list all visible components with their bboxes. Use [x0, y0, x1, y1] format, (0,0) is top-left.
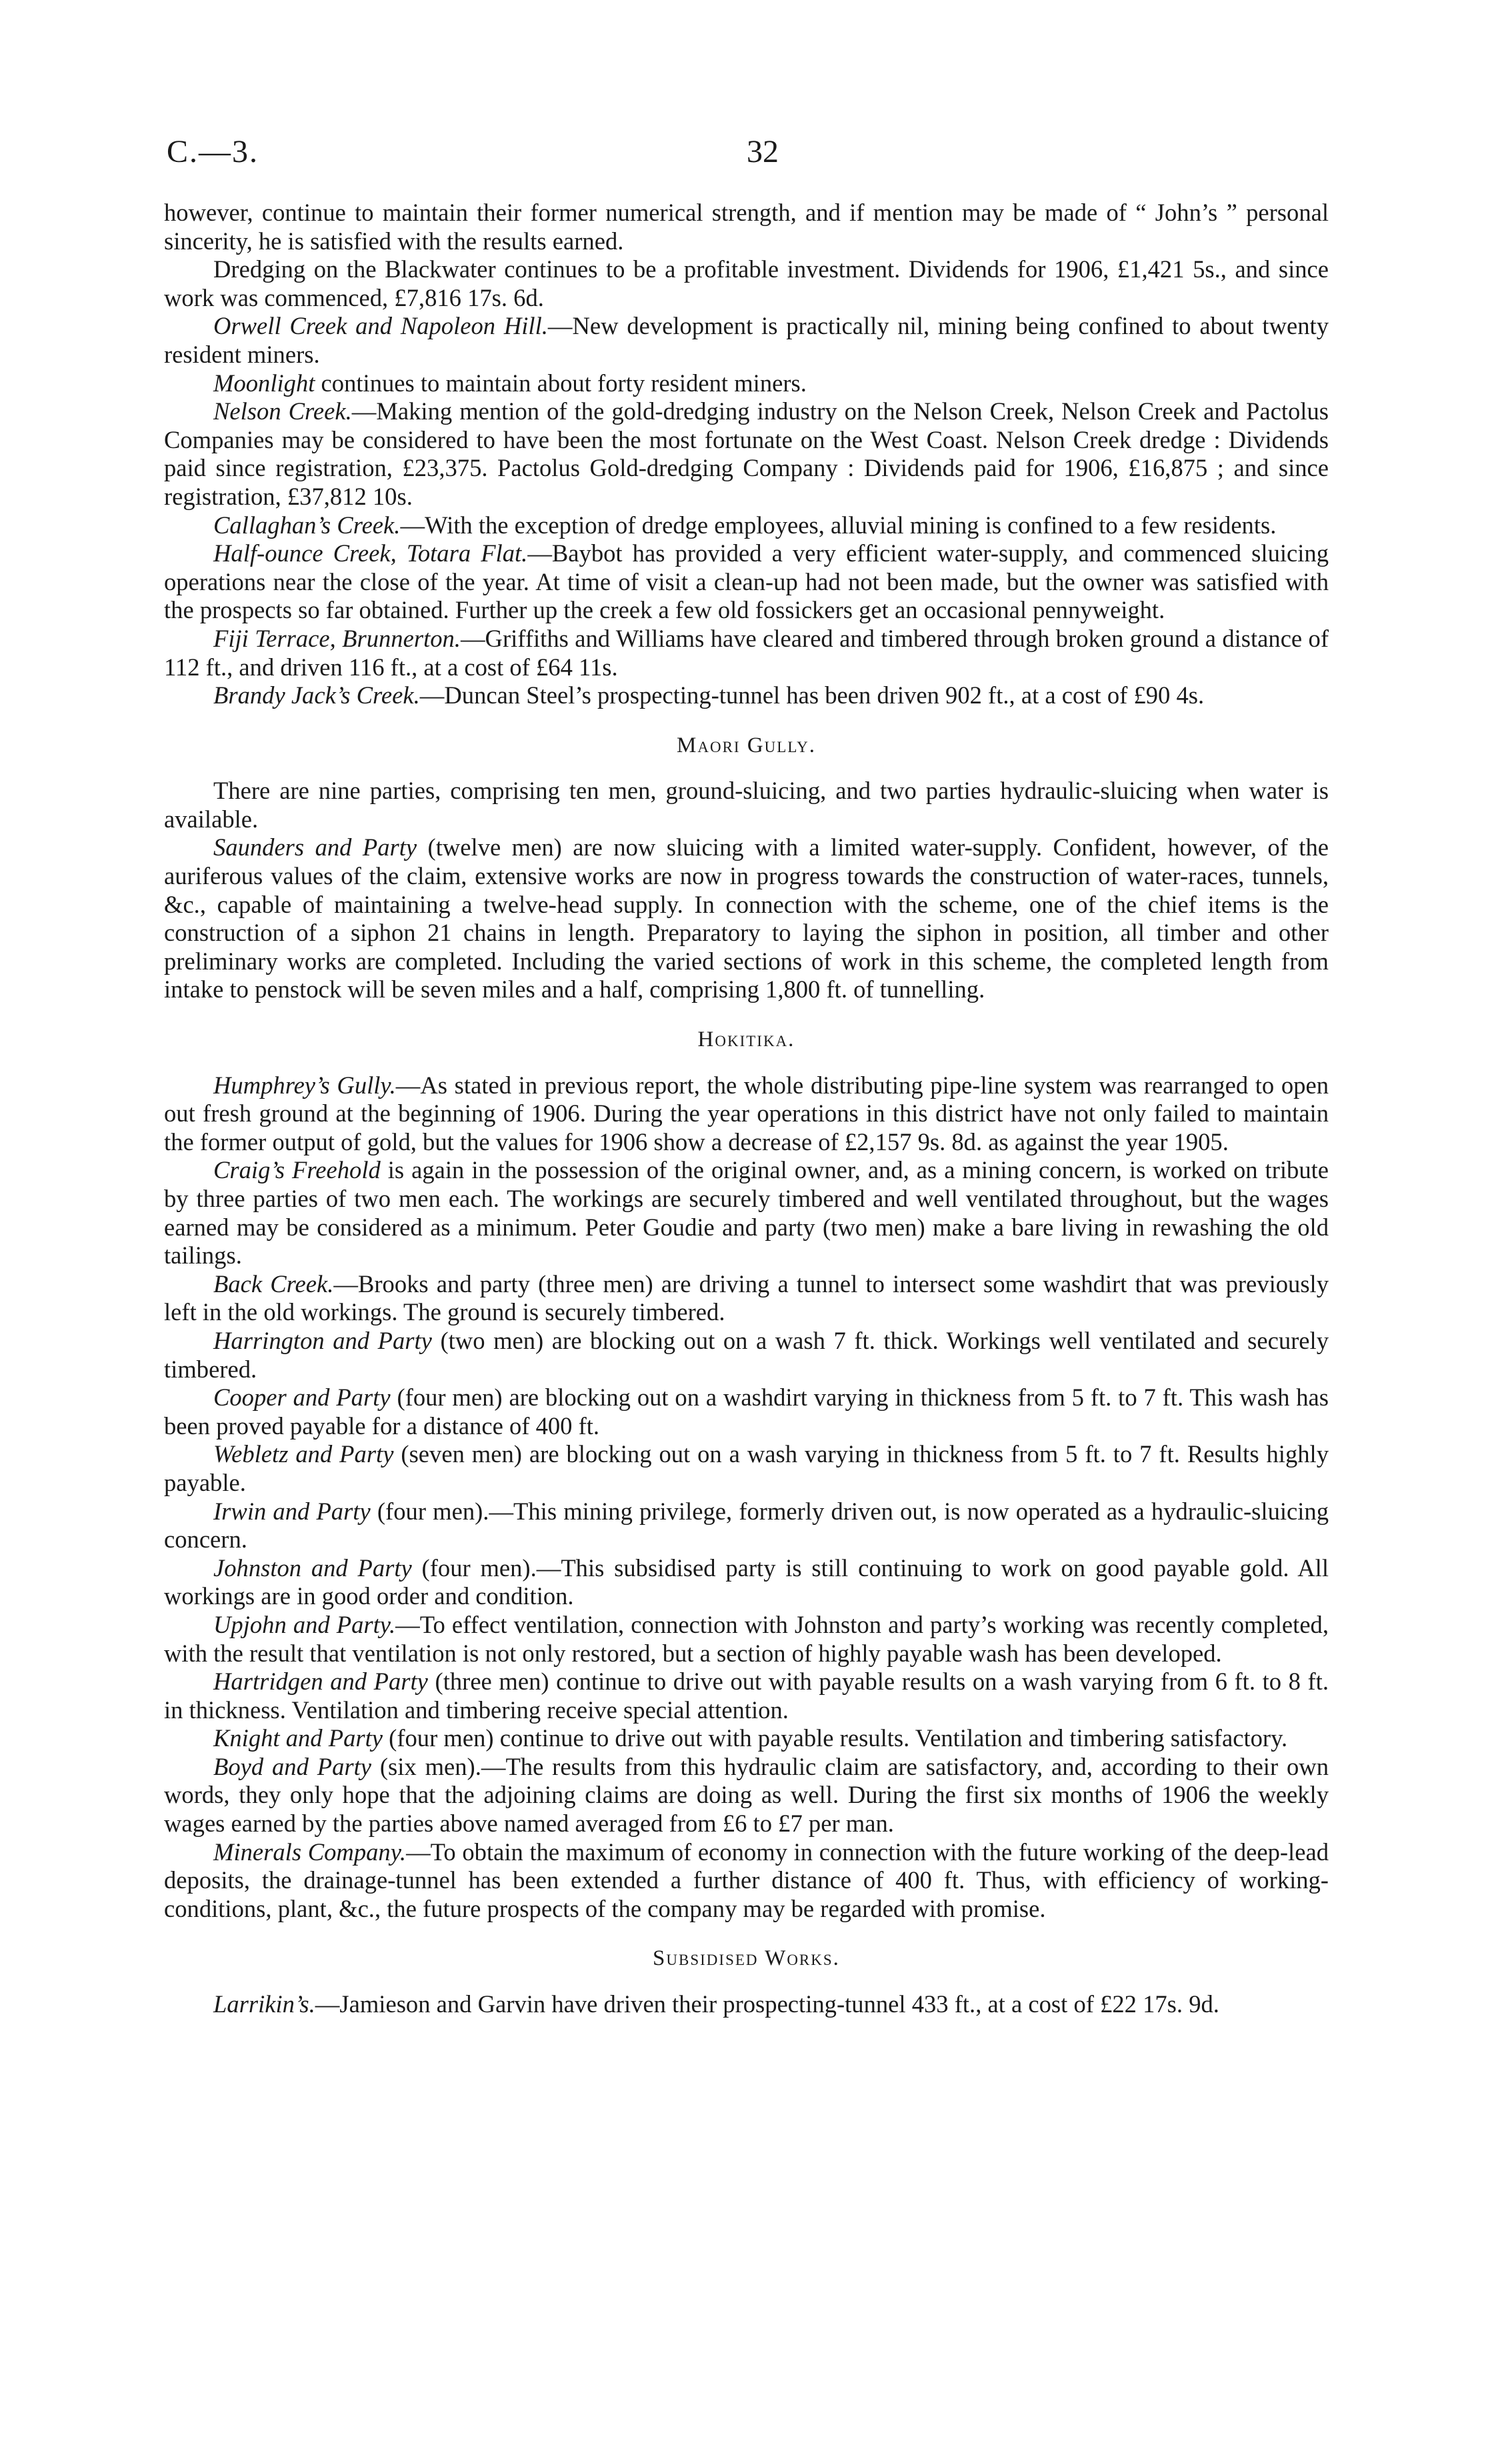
section-heading-hokitika: Hokitika.: [697, 1027, 795, 1052]
page-number: 32: [747, 134, 779, 169]
section-heading-subsidised-works: Subsidised Works.: [653, 1946, 840, 1971]
paragraph-text: (four men).—This mining privilege, formerly driven out, is now operated as a hydraulic-sluicing concern.: [164, 1497, 1329, 1554]
paragraph: [164, 312, 1329, 369]
paragraph-text: (twelve men) are now sluicing with a limited water-supply. Confident, however, of the auriferous values of the claim, extensive works are now in progress towards the construction of water-races, tunnels, &c., capable of maintaining a twelve-head supply. In connection with the scheme, one of the chief items is the construction of a siphon 21 chains in length. Preparatory to laying the siphon in position, all timber and other preliminary works are completed. Including the varied sections of work in this scheme, the completed length from intake to penstock will be seven miles and a half, comprising 1,800 ft. of tunnelling.: [164, 833, 1329, 1003]
paragraph-text: (four men).—This subsidised party is still continuing to work on good payable gold. All workings are in good order and condition.: [164, 1554, 1329, 1610]
paragraph-text: —New development is practically nil, mining being confined to about twenty resident miners.: [164, 312, 1329, 368]
paragraph-text: Dredging on the Blackwater continues to be a profitable investment. Dividends for 1906, £1,421 5s., and since work was commenced, £7,816 17s. 6d.: [164, 255, 1329, 311]
paragraph-lead: Moonlight: [213, 369, 315, 397]
paragraph-lead: Orwell Creek and Napoleon Hill.: [213, 312, 548, 340]
paragraph-text: —Baybot has provided a very efficient water-supply, and commenced sluicing operations near the close of the year. At time of visit a clean-up had not been made, but the owner was satisfied with the prospects so far obtained. Further up the creek a few old fossickers get an occasional pennyweight.: [164, 539, 1329, 624]
paragraph-lead: Brandy Jack’s Creek.: [213, 681, 420, 709]
paragraph: [164, 397, 1329, 511]
paragraph-lead: Callaghan’s Creek.: [213, 511, 401, 539]
paragraph-text: —Jamieson and Garvin have driven their prospecting-tunnel 433 ft., at a cost of £22 17s. 9d.: [315, 1990, 1219, 2018]
paragraph-text: (seven men) are blocking out on a wash varying in thickness from 5 ft. to 7 ft. Results highly payable.: [164, 1440, 1329, 1496]
paragraph: [164, 1668, 1329, 1724]
document-body: [164, 199, 1329, 2019]
paragraph: [164, 1753, 1329, 1838]
paragraph: [164, 625, 1329, 681]
paragraph-text: —Making mention of the gold-dredging industry on the Nelson Creek, Nelson Creek and Pactolus Companies may be considered to have been the most fortunate on the West Coast. Nelson Creek dredge : Dividends paid since registration, £23,375. Pactolus Gold-dredging Company : Dividends paid for 1906, £16,875 ; and since registration, £37,812 10s.: [164, 397, 1329, 510]
paragraph-lead: Johnston and Party: [213, 1554, 412, 1582]
paragraph-text: is again in the possession of the original owner, and, as a mining concern, is worked on tribute by three parties of two men each. The workings are securely timbered and well ventilated throughout, but the wages earned may be considered as a minimum. Peter Goudie and party (two men) make a bare living in rewashing the old tailings.: [164, 1156, 1329, 1270]
paragraph-lead: Hartridgen and Party: [213, 1668, 428, 1696]
paragraph: [164, 199, 1329, 255]
paragraph: [164, 1071, 1329, 1157]
paragraph-lead: Fiji Terrace, Brunnerton.: [213, 624, 461, 652]
paragraph-lead: Upjohn and Party.: [213, 1610, 396, 1638]
paragraph-lead: Half-ounce Creek, Totara Flat.: [213, 539, 528, 567]
paragraph: [164, 1724, 1329, 1753]
paragraph-text: (three men) continue to drive out with payable results on a wash varying from 6 ft. to 8 ft. in thickness. Ventilation and timbering receive special attention.: [164, 1668, 1329, 1724]
paragraph-text: —Brooks and party (three men) are driving a tunnel to intersect some washdirt that was previously left in the old workings. The ground is securely timbered.: [164, 1270, 1329, 1326]
page-header: [167, 133, 1327, 173]
paragraph-text: (two men) are blocking out on a wash 7 ft. thick. Workings well ventilated and securely timbered.: [164, 1326, 1329, 1383]
paragraph-text: —As stated in previous report, the whole distributing pipe-line system was rearranged to open out fresh ground at the beginning of 1906. During the year operations in this district have not only failed to maintain the former output of gold, but the values for 1906 show a decrease of £2,157 9s. 8d. as against the year 1905.: [164, 1071, 1329, 1155]
paragraph-lead: Webletz and Party: [213, 1440, 394, 1468]
paragraph: [164, 833, 1329, 1004]
paragraph: [164, 1156, 1329, 1270]
paragraph-lead: Harrington and Party: [213, 1326, 432, 1354]
paragraph-lead: Boyd and Party: [213, 1752, 371, 1780]
paragraph: [164, 369, 1329, 398]
paragraph: [164, 1554, 1329, 1611]
paragraph-text: —To effect ventilation, connection with Johnston and party’s working was recently completed, with the result that ventilation is not only restored, but a section of highly payable wash has been developed.: [164, 1610, 1329, 1667]
paragraph-text: (four men) continue to drive out with payable results. Ventilation and timbering satisfactory.: [383, 1724, 1288, 1752]
paragraph-lead: Minerals Company.: [213, 1838, 407, 1866]
paragraph: [164, 1327, 1329, 1384]
paragraph-lead: Saunders and Party: [213, 833, 417, 861]
paragraph-lead: Humphrey’s Gully.: [213, 1071, 396, 1099]
paragraph-lead: Knight and Party: [213, 1724, 383, 1752]
paragraph-lead: Back Creek.: [213, 1270, 334, 1298]
paragraph-lead: Larrikin’s.: [213, 1990, 315, 2018]
paragraph-text: There are nine parties, comprising ten men, ground-sluicing, and two parties hydraulic-sluicing when water is available.: [164, 777, 1329, 833]
paragraph: [164, 1440, 1329, 1497]
paragraph: [164, 255, 1329, 312]
paragraph-lead: Craig’s Freehold: [213, 1156, 381, 1184]
paragraph: [164, 777, 1329, 833]
paragraph: [164, 1611, 1329, 1668]
paragraph: [164, 1270, 1329, 1327]
paragraph-text: (six men).—The results from this hydraulic claim are satisfactory, and, according to their own words, they only hope that the adjoining claims are doing as well. During the first six months of 1906 the weekly wages earned by the parties above named averaged from £6 to £7 per man.: [164, 1752, 1329, 1838]
paragraph: [164, 511, 1329, 540]
paragraph: [164, 1384, 1329, 1440]
paragraph: [164, 1990, 1329, 2019]
paragraph: [164, 1838, 1329, 1924]
paragraph-text: —To obtain the maximum of economy in connection with the future working of the deep-lead deposits, the drainage-tunnel has been extended a further distance of 400 ft. Thus, with efficiency of working-conditions, plant, &c., the future prospects of the company may be regarded with promise.: [164, 1838, 1329, 1922]
paragraph-text: however, continue to maintain their former numerical strength, and if mention may be made of “ John’s ” personal sincerity, he is satisfied with the results earned.: [164, 199, 1329, 255]
section-heading-maori-gully: Maori Gully.: [677, 733, 816, 757]
paragraph: [164, 681, 1329, 710]
paragraph-lead: Nelson Creek.: [213, 397, 352, 425]
paragraph-text: —With the exception of dredge employees, alluvial mining is confined to a few residents.: [400, 511, 1277, 539]
paragraph-lead: Cooper and Party: [213, 1384, 391, 1412]
paragraph-text: —Griffiths and Williams have cleared and timbered through broken ground a distance of 112 ft., and driven 116 ft., at a cost of £64 11s.: [164, 624, 1329, 681]
paragraph: [164, 539, 1329, 625]
paragraph-text: continues to maintain about forty resident miners.: [315, 369, 807, 397]
page-reference: C.—3.: [167, 134, 259, 169]
paragraph: [164, 1498, 1329, 1554]
paragraph-text: —Duncan Steel’s prospecting-tunnel has been driven 902 ft., at a cost of £90 4s.: [419, 681, 1205, 709]
paragraph-lead: Irwin and Party: [213, 1497, 371, 1525]
paragraph-text: (four men) are blocking out on a washdirt varying in thickness from 5 ft. to 7 ft. This wash has been proved payable for a distance of 400 ft.: [164, 1384, 1329, 1440]
